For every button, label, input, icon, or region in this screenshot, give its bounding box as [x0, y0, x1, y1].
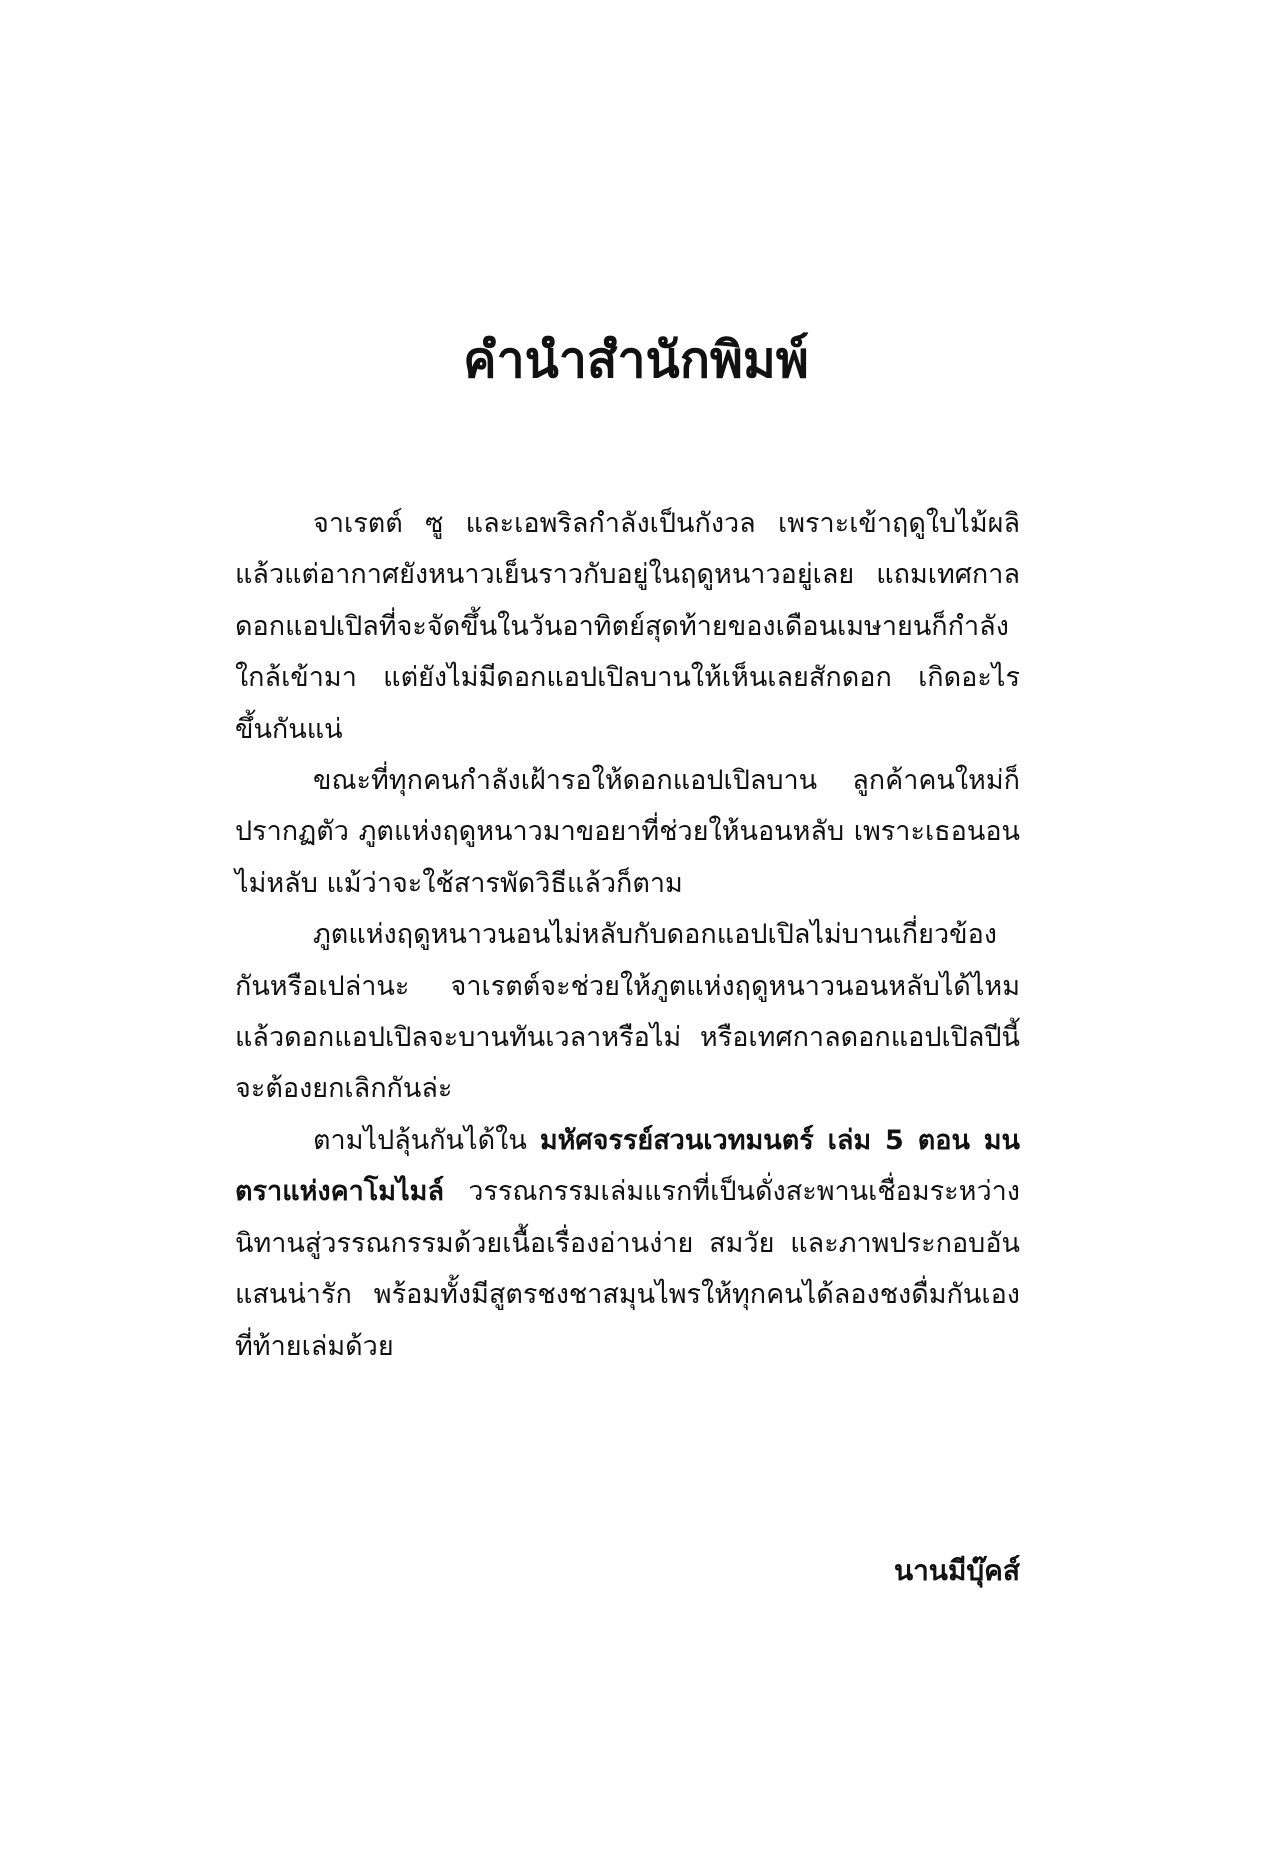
- paragraph-3-text: ภูตแห่งฤดูหนาวนอนไม่หลับกับดอกแอปเปิลไม่บานเกี่ยวข้องกันหรือเปล่านะ จาเรตต์จะช่วยให้ภูตแห่งฤดูหนาวนอนหลับได้ไหม แล้วดอกแอปเปิลจะบานทันเวลาหรือไม่ หรือเทศกาลดอกแอปเปิลปีนี้จะต้องยกเลิกกันล่ะ: [235, 919, 1020, 1105]
- page-title: คำนำสำนักพิมพ์: [463, 331, 809, 389]
- paragraph-4: [235, 1115, 1020, 1372]
- paragraph-1-text: จาเรตต์ ซู และเอพริลกำลังเป็นกังวล เพราะเข้าฤดูใบไม้ผลิแล้วแต่อากาศยังหนาวเย็นราวกับอยู่ในฤดูหนาวอยู่เลย แถมเทศกาลดอกแอปเปิลที่จะจัดขึ้นในวันอาทิตย์สุดท้ายของเดือนเมษายนก็กำลังใกล้เข้ามา แต่ยังไม่มีดอกแอปเปิลบานให้เห็นเลยสักดอก เกิดอะไรขึ้นกันแน่: [235, 508, 1020, 745]
- preface-body: [235, 498, 1020, 1372]
- paragraph-3: [235, 909, 1020, 1115]
- paragraph-4-rest: วรรณกรรมเล่มแรกที่เป็นดั่งสะพานเชื่อมระหว่างนิทานสู่วรรณกรรมด้วยเนื้อเรื่องอ่านง่าย สมวัย และภาพประกอบอันแสนน่ารัก พร้อมทั้งมีสูตรชงชาสมุนไพรให้ทุกคนได้ลองชงดื่มกันเองที่ท้ายเล่มด้วย: [235, 1176, 1020, 1362]
- paragraph-4-lead: ตามไปลุ้นกันได้ใน: [313, 1124, 527, 1156]
- paragraph-1: [235, 498, 1020, 755]
- paragraph-2: [235, 755, 1020, 909]
- publisher-signature: นานมีบุ๊คส์: [893, 1554, 1020, 1587]
- book-title-emphasis: มหัศจรรย์สวนเวทมนตร์ เล่ม 5 ตอน มนตราแห่งคาโมไมล์: [235, 1124, 1021, 1208]
- paragraph-2-text: ขณะที่ทุกคนกำลังเฝ้ารอให้ดอกแอปเปิลบาน ลูกค้าคนใหม่ก็ปรากฏตัว ภูตแห่งฤดูหนาวมาขอยาที่ช่วยให้นอนหลับ เพราะเธอนอนไม่หลับ แม้ว่าจะใช้สารพัดวิธีแล้วก็ตาม: [235, 765, 1020, 899]
